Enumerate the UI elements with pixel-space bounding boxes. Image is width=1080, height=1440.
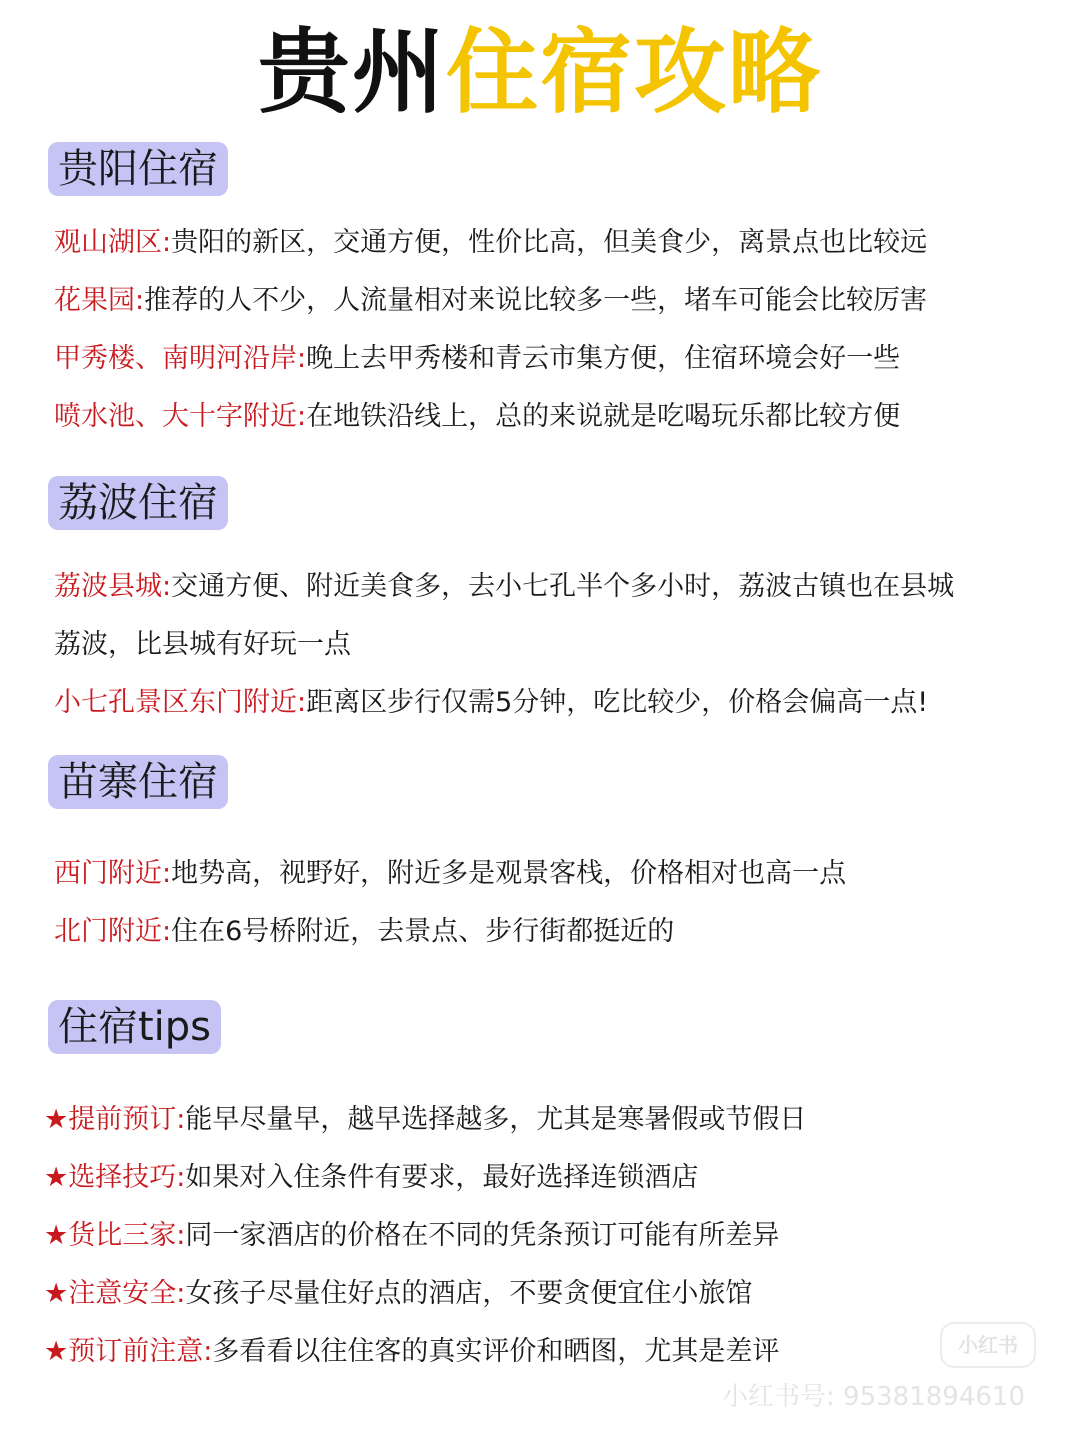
item-key: 货比三家: [68, 1220, 186, 1251]
list-item-continuation: 荔波，比县城有好玩一点 [54, 629, 351, 660]
item-key: 提前预订: [68, 1104, 186, 1135]
item-key: 荔波县城: [54, 571, 172, 602]
item-key: 喷水池、大十字附近: [54, 401, 307, 432]
list-item [54, 341, 900, 377]
item-key: 预订前注意: [68, 1336, 213, 1367]
page-title [0, 18, 1080, 128]
item-text: 能早尽量早，越早选择越多，尤其是寒暑假或节假日 [185, 1104, 807, 1135]
section-heading-libo: 荔波住宿 [48, 476, 228, 530]
list-item [54, 225, 927, 261]
item-text: 住在6号桥附近，去景点、步行街都挺近的 [171, 916, 675, 947]
list-item [54, 569, 954, 605]
tip-item [44, 1218, 779, 1254]
item-key: 小七孔景区东门附近: [54, 687, 307, 718]
tip-item [44, 1334, 779, 1370]
tip-item [44, 1102, 806, 1138]
title-part-2: 住宿攻略 [446, 19, 823, 126]
star-icon: ★ [44, 1104, 69, 1135]
star-icon: ★ [44, 1278, 69, 1309]
title-part-1: 贵州 [257, 19, 446, 126]
item-key: 观山湖区: [54, 227, 172, 258]
section-heading-miaozhai: 苗寨住宿 [48, 755, 228, 809]
item-key: 注意安全: [68, 1278, 186, 1309]
section-heading-tips: 住宿tips [48, 1000, 221, 1054]
item-text: 晚上去甲秀楼和青云市集方便，住宿环境会好一些 [306, 343, 901, 374]
item-key: 西门附近: [54, 858, 172, 889]
item-text: 同一家酒店的价格在不同的凭条预订可能有所差异 [185, 1220, 780, 1251]
watermark-id: 小红书号: 95381894610 [722, 1382, 1025, 1412]
item-text: 距离区步行仅需5分钟，吃比较少，价格会偏高一点! [306, 687, 929, 718]
list-item [54, 914, 674, 950]
list-item [54, 399, 900, 435]
list-item [54, 685, 928, 721]
star-icon: ★ [44, 1336, 69, 1367]
tip-item [44, 1276, 752, 1312]
item-text: 如果对入住条件有要求，最好选择连锁酒店 [185, 1162, 699, 1193]
item-text: 女孩子尽量住好点的酒店，不要贪便宜住小旅馆 [185, 1278, 753, 1309]
item-text: 地势高，视野好，附近多是观景客栈，价格相对也高一点 [171, 858, 847, 889]
item-text: 多看看以往住客的真实评价和晒图，尤其是差评 [212, 1336, 780, 1367]
item-text: 推荐的人不少，人流量相对来说比较多一些，堵车可能会比较厉害 [144, 285, 928, 316]
item-key: 花果园: [54, 285, 145, 316]
item-key: 北门附近: [54, 916, 172, 947]
star-icon: ★ [44, 1162, 69, 1193]
item-key: 甲秀楼、南明河沿岸: [54, 343, 307, 374]
item-key: 选择技巧: [68, 1162, 186, 1193]
star-icon: ★ [44, 1220, 69, 1251]
section-heading-guiyang: 贵阳住宿 [48, 142, 228, 196]
tip-item [44, 1160, 698, 1196]
watermark-logo: 小红书 [940, 1322, 1036, 1368]
item-text: 在地铁沿线上，总的来说就是吃喝玩乐都比较方便 [306, 401, 901, 432]
item-text: 贵阳的新区，交通方便，性价比高，但美食少，离景点也比较远 [171, 227, 928, 258]
list-item [54, 856, 846, 892]
list-item [54, 283, 927, 319]
item-text: 交通方便、附近美食多，去小七孔半个多小时，荔波古镇也在县城 [171, 571, 955, 602]
